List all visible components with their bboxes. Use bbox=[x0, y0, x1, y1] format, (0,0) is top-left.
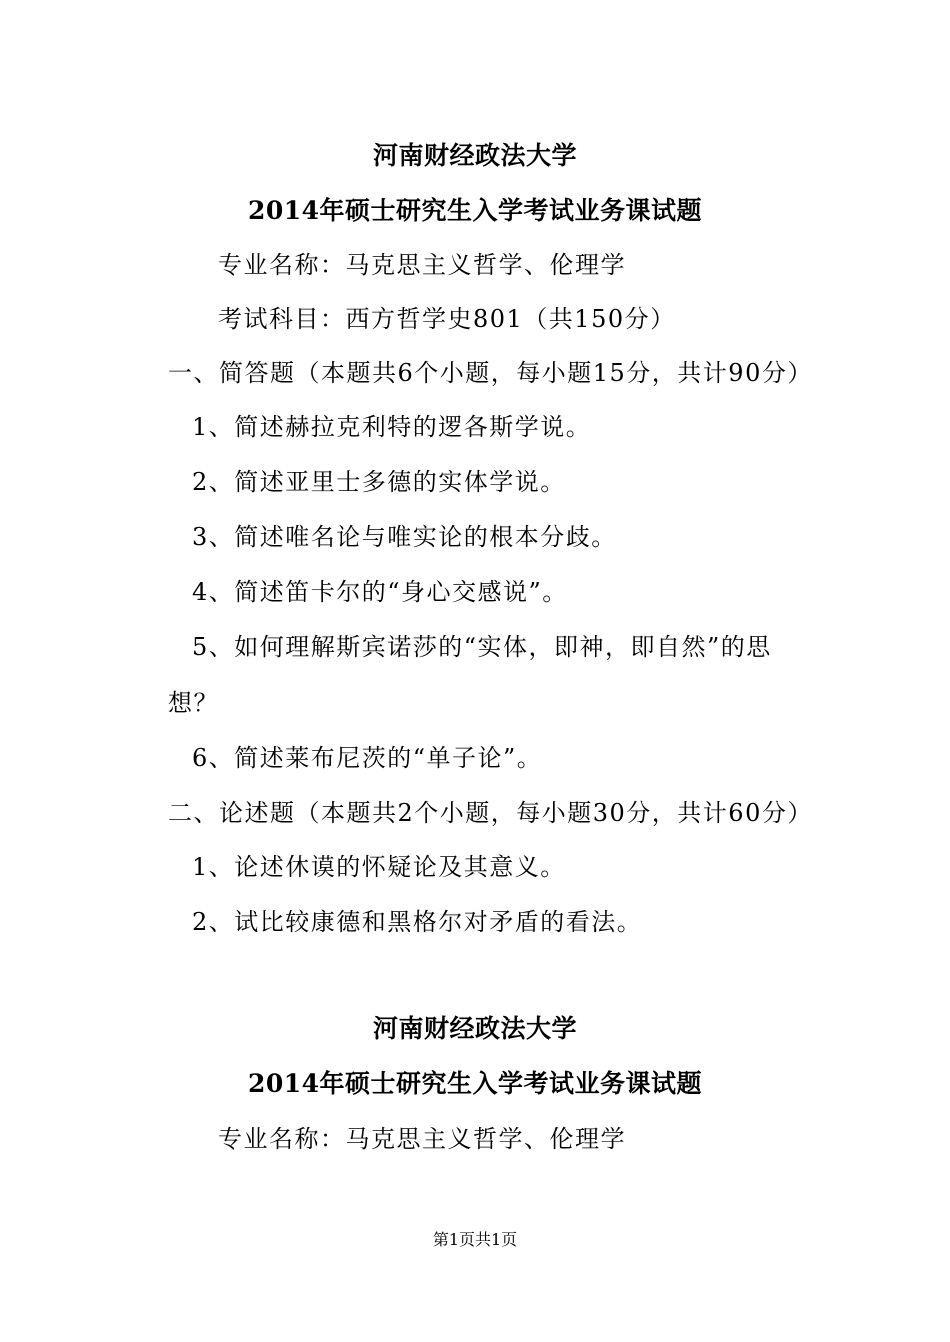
university-title: 河南财经政法大学 bbox=[372, 141, 577, 170]
university-title-repeat: 河南财经政法大学 bbox=[372, 1014, 577, 1043]
section-heading-short-answer: 一、简答题（本题共6个小题，每小题15分，共计90分） bbox=[168, 359, 813, 387]
question-item: 3、简述唯名论与唯实论的根本分歧。 bbox=[192, 523, 617, 551]
essay-question-item: 2、试比较康德和黑格尔对矛盾的看法。 bbox=[192, 908, 643, 936]
question-item-continuation: 想？ bbox=[168, 689, 219, 717]
major-line-repeat: 专业名称：马克思主义哲学、伦理学 bbox=[218, 1125, 626, 1153]
page-footer: 第1页共1页 bbox=[432, 1230, 518, 1249]
question-item: 1、简述赫拉克利特的逻各斯学说。 bbox=[192, 413, 592, 441]
question-item: 2、简述亚里士多德的实体学说。 bbox=[192, 468, 566, 496]
subject-line: 考试科目：西方哲学史801（共150分） bbox=[218, 305, 676, 333]
question-item: 5、如何理解斯宾诺莎的“实体，即神，即自然”的思 bbox=[192, 633, 772, 661]
essay-question-item: 1、论述休谟的怀疑论及其意义。 bbox=[192, 853, 566, 881]
question-item: 4、简述笛卡尔的“身心交感说”。 bbox=[192, 578, 568, 606]
exam-title: 2014年硕士研究生入学考试业务课试题 bbox=[247, 196, 703, 225]
question-item: 6、简述莱布尼茨的“单子论”。 bbox=[192, 744, 543, 772]
section-heading-essay: 二、论述题（本题共2个小题，每小题30分，共计60分） bbox=[168, 799, 813, 827]
major-line: 专业名称：马克思主义哲学、伦理学 bbox=[218, 251, 626, 279]
exam-title-repeat: 2014年硕士研究生入学考试业务课试题 bbox=[247, 1069, 703, 1098]
